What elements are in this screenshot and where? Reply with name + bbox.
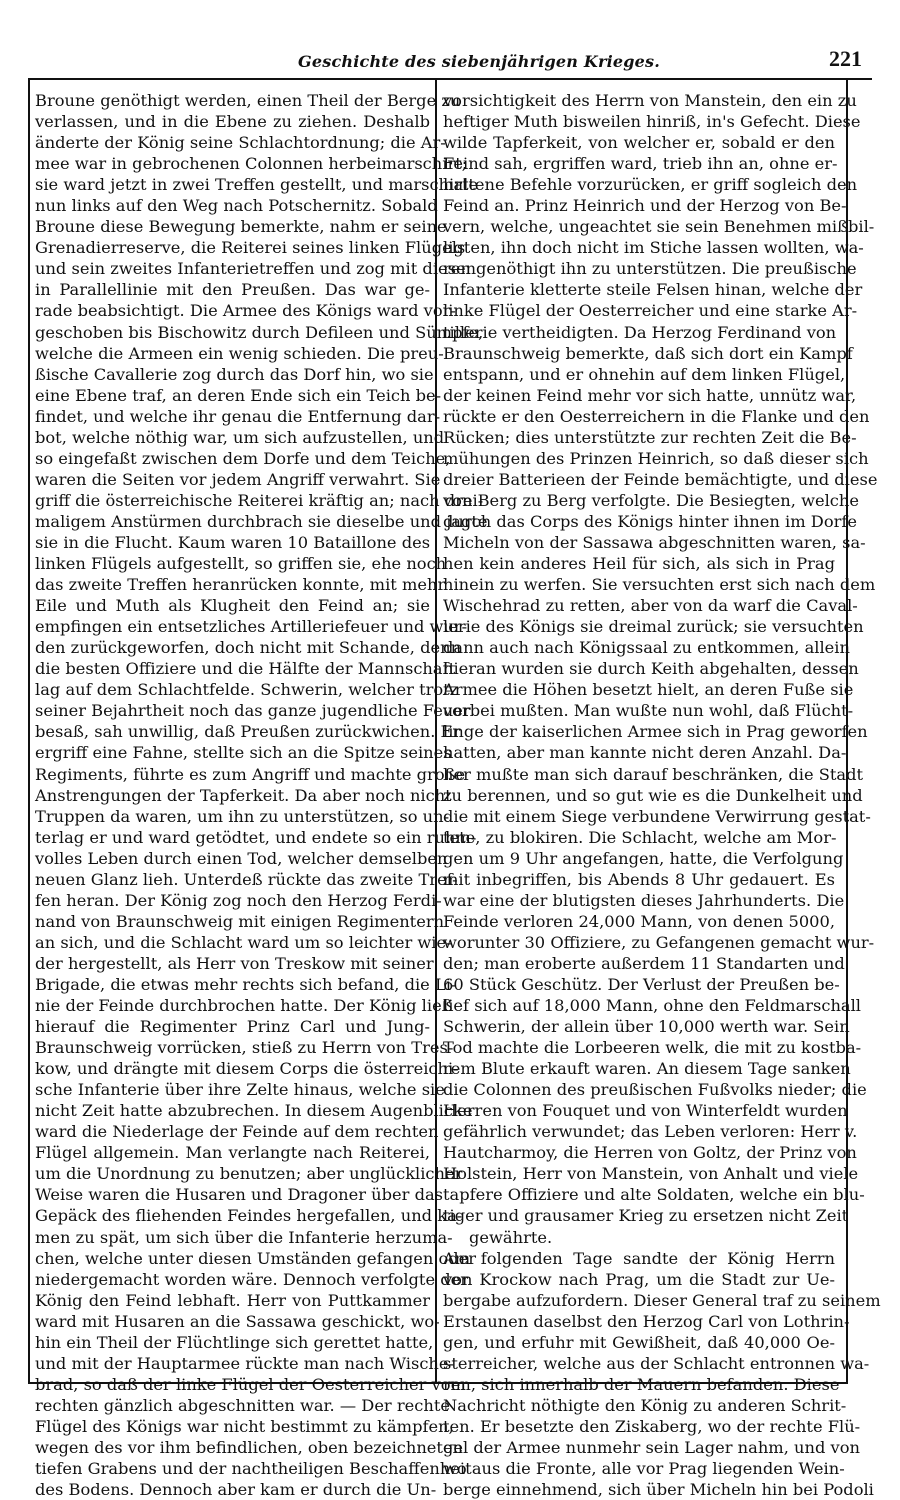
text-line: lerie des Königs sie dreimal zurück; sie versuchten — [443, 617, 864, 637]
text-line: ren genöthigt ihn zu unterstützen. Die preußische — [443, 259, 857, 279]
text-line: sie in die Flucht. Kaum waren 10 Bataillone des — [35, 532, 431, 552]
text-line: Rücken; dies unterstützte zur rechten Zeit die Be- — [443, 427, 857, 447]
text-line: hieran wurden sie durch Keith abgehalten, dessen — [443, 659, 859, 679]
text-line: ligten, ihn doch nicht im Stiche lassen wollten, wa- — [443, 238, 864, 258]
text-line: die Colonnen des preußischen Fußvolks nieder; die — [443, 1080, 867, 1100]
text-line: 60 Stück Geschütz. Der Verlust der Preußen be- — [443, 974, 840, 994]
text-line: Broune genöthigt werden, einen Theil der Berge zu — [35, 91, 461, 110]
text-line: mee war in gebrochenen Colonnen herbeimarschirt; — [35, 154, 468, 174]
text-line: welche die Armeen ein wenig schieden. Die preu- — [35, 343, 444, 363]
text-line: dann auch nach Königssaal zu entkommen, allein — [443, 638, 850, 658]
text-line: vern, welche, ungeachtet sie sein Benehmen mißbil- — [443, 217, 875, 237]
text-line: Feind an. Prinz Heinrich und der Herzog von Be- — [443, 196, 847, 216]
text-line: linken Flügels aufgestellt, so griffen sie, ehe noch — [35, 554, 447, 574]
text-line: Gepäck des fliehenden Feindes hergefallen, und ka- — [35, 1206, 463, 1226]
text-line: lief sich auf 18,000 Mann, ohne den Feldmarschall — [443, 996, 862, 1016]
text-line: eine Ebene traf, an deren Ende sich ein Teich be- — [35, 385, 442, 405]
text-line: mühungen des Prinzen Heinrich, so daß dieser sich — [443, 448, 869, 468]
text-line: rade beabsichtigt. Die Armee des Königs ward vor- — [35, 301, 456, 321]
text-line: nun links auf den Weg nach Potschernitz. Sobald — [35, 196, 438, 216]
text-line: Braunschweig vorrücken, stieß zu Herrn von Tres- — [35, 1038, 454, 1058]
text-line: Feinde verloren 24,000 Mann, von denen 5000, — [443, 911, 835, 931]
text-line: heftiger Muth bisweilen hinriß, in's Gefecht. Diese — [443, 112, 861, 132]
text-line: änderte der König seine Schlachtordnung; die Ar- — [35, 133, 446, 153]
text-line: Micheln von der Sassawa abgeschnitten waren, sa- — [443, 532, 866, 552]
text-line: wo aus die Fronte, alle vor Prag liegenden Wein- — [443, 1459, 845, 1479]
text-line: fen heran. Der König zog noch den Herzog Ferdi- — [35, 890, 442, 910]
text-line: findet, und welche ihr genau die Entfernung dar- — [35, 406, 441, 426]
text-line: sie ward jetzt in zwei Treffen gestellt, und marschirte — [35, 175, 479, 195]
text-line: tiefen Grabens und der nachtheiligen Beschaffenheit — [35, 1459, 472, 1479]
text-line: terlag er und ward getödtet, und endete so ein ruhm- — [35, 827, 477, 847]
text-line: berge einnehmend, sich über Micheln hin bei Podoli — [443, 1480, 874, 1500]
text-line: besaß, sah unwillig, daß Preußen zurückwichen. Er — [35, 722, 461, 742]
text-line: Schwerin, der allein über 10,000 werth war. Sein — [443, 1017, 850, 1037]
text-line: hinein zu werfen. Sie versuchten erst sich nach dem — [443, 575, 876, 595]
text-line: ten. Er besetzte den Ziskaberg, wo der rechte Flü- — [443, 1416, 861, 1436]
text-line: haltene Befehle vorzurücken, er griff sogleich den — [443, 175, 858, 195]
text-line: König den Feind lebhaft. Herr von Puttkammer — [35, 1290, 430, 1310]
text-line: worunter 30 Offiziere, zu Gefangenen gemacht wur- — [443, 932, 875, 952]
text-line: sterreicher, welche aus der Schlacht entronnen wa- — [443, 1353, 870, 1373]
text-line: zu berennen, und so gut wie es die Dunkelheit und — [443, 785, 863, 805]
text-line: Truppen da waren, um ihn zu unterstützen, so un- — [35, 806, 450, 826]
text-line: an sich, und die Schlacht ward um so leichter wie- — [35, 932, 452, 952]
text-line: den; man eroberte außerdem 11 Standarten und — [443, 953, 845, 973]
text-line: Hautcharmoy, die Herren von Goltz, der Prinz von — [443, 1143, 857, 1163]
text-line: waren die Seiten vor jedem Angriff verwahrt. Sie — [35, 469, 441, 489]
text-line: Herren von Fouquet und von Winterfeldt wurden — [443, 1101, 848, 1121]
text-line: ward mit Husaren an die Sassawa geschickt, wo- — [35, 1311, 440, 1331]
text-line: tapfere Offiziere und alte Soldaten, welche ein blu- — [443, 1185, 865, 1205]
text-line: sche Infanterie über ihre Zelte hinaus, welche sie — [35, 1080, 445, 1100]
text-line: Regiments, führte es zum Angriff und machte große — [35, 764, 466, 784]
text-line: durch das Corps des Königs hinter ihnen im Dorfe — [443, 511, 858, 531]
text-line: linke Flügel der Oesterreicher und eine starke Ar- — [443, 301, 858, 321]
text-line: tiger und grausamer Krieg zu ersetzen nicht Zeit — [443, 1206, 849, 1226]
text-line: von Krockow nach Prag, um die Stadt zur Ue- — [443, 1269, 835, 1289]
text-line: Infanterie kletterte steile Felsen hinan, welche der — [443, 280, 863, 300]
text-line: so eingefaßt zwischen dem Dorfe und dem Teiche, — [35, 448, 451, 468]
text-line: verlassen, und in die Ebene zu ziehen. Deshalb — [35, 112, 430, 132]
text-line: seiner Bejahrtheit noch das ganze jugendliche Feuer — [35, 701, 471, 721]
text-line: neuen Glanz lieh. Unterdeß rückte das zweite Tref- — [35, 869, 458, 889]
text-line: tillerie vertheidigten. Da Herzog Ferdinand von — [443, 322, 837, 342]
text-line: nicht Zeit hatte abzubrechen. In diesem Augenblicke — [35, 1101, 473, 1121]
text-line: vorbei mußten. Man wußte nun wohl, daß Flücht- — [443, 701, 854, 721]
text-line: der keinen Feind mehr vor sich hatte, unnütz war, — [443, 385, 857, 405]
text-line: Feind sah, ergriffen ward, trieb ihn an, ohne er- — [443, 154, 838, 174]
text-line: gewährte. — [469, 1227, 553, 1247]
text-line: nie der Feinde durchbrochen hatte. Der König ließ — [35, 996, 453, 1016]
text-line: und mit der Hauptarmee rückte man nach Wische- — [35, 1353, 455, 1373]
text-line: chen, welche unter diesen Umständen gefangen oder — [35, 1248, 477, 1268]
text-line: Weise waren die Husaren und Dragoner über das — [35, 1185, 444, 1205]
text-line: linge der kaiserlichen Armee sich in Prag geworfen — [443, 722, 868, 742]
text-line: mit inbegriffen, bis Abends 8 Uhr gedauert. Es — [443, 869, 835, 889]
text-line: den zurückgeworfen, doch nicht mit Schande, denn — [35, 638, 462, 658]
text-line: Broune diese Bewegung bemerkte, nahm er seine — [35, 217, 447, 237]
text-line: Anstrengungen der Tapferkeit. Da aber noch nicht — [35, 785, 452, 805]
text-line: Wischehrad zu retten, aber von da warf die Caval- — [443, 596, 858, 616]
text-line: um die Unordnung zu benutzen; aber unglücklicher — [35, 1164, 463, 1184]
text-line: das zweite Treffen heranrücken konnte, mit mehr — [35, 575, 446, 595]
text-line: lag auf dem Schlachtfelde. Schwerin, welcher trotz — [35, 680, 459, 700]
text-frame — [28, 78, 881, 1500]
text-line: die besten Offiziere und die Hälfte der Mannschaft — [35, 659, 456, 679]
text-line: Armee die Höhen besetzt hielt, an deren Fuße sie — [443, 680, 854, 700]
text-line: bot, welche nöthig war, um sich aufzustellen, und — [35, 427, 445, 447]
text-line: Am folgenden Tage sandte der König Herrn — [443, 1248, 835, 1268]
text-line: Erstaunen daselbst den Herzog Carl von Lothrin- — [443, 1311, 850, 1331]
page-number: 221 — [829, 46, 862, 71]
page-header — [28, 44, 872, 80]
text-line: entspann, und er ohnehin auf dem linken Flügel, — [443, 364, 846, 384]
text-line: gen, und erfuhr mit Gewißheit, daß 40,000 Oe- — [443, 1332, 835, 1352]
text-line: bergabe aufzufordern. Dieser General traf zu seinem — [443, 1290, 881, 1310]
text-line: und sein zweites Infanterietreffen und zog mit diesen — [35, 259, 477, 279]
text-line: Nachricht nöthigte den König zu anderen Schrit- — [443, 1395, 847, 1415]
text-line: ergriff eine Fahne, stellte sich an die Spitze seines — [35, 743, 452, 763]
text-line: vorsichtigkeit des Herrn von Manstein, den ein zu — [443, 91, 857, 110]
text-line: geschoben bis Bischowitz durch Defileen und Sümpfe, — [35, 322, 484, 342]
text-line: ward die Niederlage der Feinde auf dem rechten — [35, 1122, 439, 1142]
text-line: kow, und drängte mit diesem Corps die österreichi- — [35, 1059, 459, 1079]
text-line: Eile und Muth als Klugheit den Feind an; sie — [35, 596, 430, 616]
text-line: volles Leben durch einen Tod, welcher demselben — [35, 848, 448, 868]
text-line: nand von Braunschweig mit einigen Regimentern — [35, 911, 445, 931]
text-line: Flügel des Königs war nicht bestimmt zu kämpfen, — [35, 1416, 454, 1436]
text-line: hierauf die Regimenter Prinz Carl und Jung- — [35, 1017, 430, 1037]
text-line: in Parallellinie mit den Preußen. Das war ge- — [35, 280, 430, 300]
text-line: dreier Batterieen der Feinde bemächtigte, und diese — [443, 469, 878, 489]
text-line: Flügel allgemein. Man verlangte nach Reiterei, — [35, 1143, 430, 1163]
text-line: gen um 9 Uhr angefangen, hatte, die Verfolgung — [443, 848, 844, 868]
text-line: ßische Cavallerie zog durch das Dorf hin, wo sie — [35, 364, 434, 384]
text-line: wegen des vor ihm befindlichen, oben bezeichneten — [35, 1438, 464, 1457]
text-line: ren, sich innerhalb der Mauern befanden. Diese — [443, 1374, 840, 1394]
text-line: her mußte man sich darauf beschränken, die Stadt — [443, 764, 864, 784]
text-line: von Berg zu Berg verfolgte. Die Besiegten, welche — [443, 490, 859, 510]
text-line: hin ein Theil der Flüchtlinge sich gerettet hatte, — [35, 1332, 434, 1352]
left-column — [35, 90, 488, 1500]
text-line: hatten, aber man kannte nicht deren Anzahl. Da- — [443, 743, 847, 763]
text-line: Braunschweig bemerkte, daß sich dort ein Kampf — [443, 343, 853, 363]
text-line: gefährlich verwundet; das Leben verloren: Herr v. — [443, 1122, 858, 1142]
text-line: griff die österreichische Reiterei kräftig an; nach drei- — [35, 490, 484, 510]
text-line: wilde Tapferkeit, von welcher er, sobald er den — [443, 133, 835, 153]
text-line: hen kein anderes Heil für sich, als sich in Prag — [443, 554, 835, 574]
text-line: maligem Anstürmen durchbrach sie dieselbe und jagte — [35, 511, 488, 531]
running-title: Geschichte des siebenjährigen Krieges. — [298, 52, 661, 71]
text-line: Tod machte die Lorbeeren welk, die mit zu kostba- — [443, 1038, 862, 1058]
text-line: die mit einem Siege verbundene Verwirrung gestat- — [443, 806, 871, 826]
text-line: rückte er den Oesterreichern in die Flanke und den — [443, 406, 870, 426]
text-line: war eine der blutigsten dieses Jahrhunderts. Die — [443, 890, 845, 910]
text-line: Grenadierreserve, die Reiterei seines linken Flügels — [35, 238, 466, 258]
text-line: Brigade, die etwas mehr rechts sich befand, die Li- — [35, 974, 457, 994]
text-line: men zu spät, um sich über die Infanterie herzuma- — [35, 1227, 453, 1247]
text-line: der hergestellt, als Herr von Treskow mit seiner — [35, 953, 434, 973]
text-line: Holstein, Herr von Manstein, von Anhalt und viele — [443, 1164, 859, 1184]
text-line: empfingen ein entsetzliches Artilleriefeuer und wur- — [35, 617, 468, 637]
text-line: niedergemacht worden wäre. Dennoch verfolgte der — [35, 1269, 469, 1289]
text-line: brad, so daß der linke Flügel der Oesterreicher vom — [35, 1374, 466, 1394]
text-line: tete, zu blokiren. Die Schlacht, welche am Mor- — [443, 827, 837, 847]
text-line: rechten gänzlich abgeschnitten war. — Der rechte — [35, 1395, 450, 1415]
text-line: gel der Armee nunmehr sein Lager nahm, und von — [443, 1438, 860, 1457]
right-column — [443, 90, 881, 1500]
text-line: des Bodens. Dennoch aber kam er durch die Un- — [35, 1480, 437, 1500]
text-line: rem Blute erkauft waren. An diesem Tage sanken — [443, 1059, 851, 1079]
